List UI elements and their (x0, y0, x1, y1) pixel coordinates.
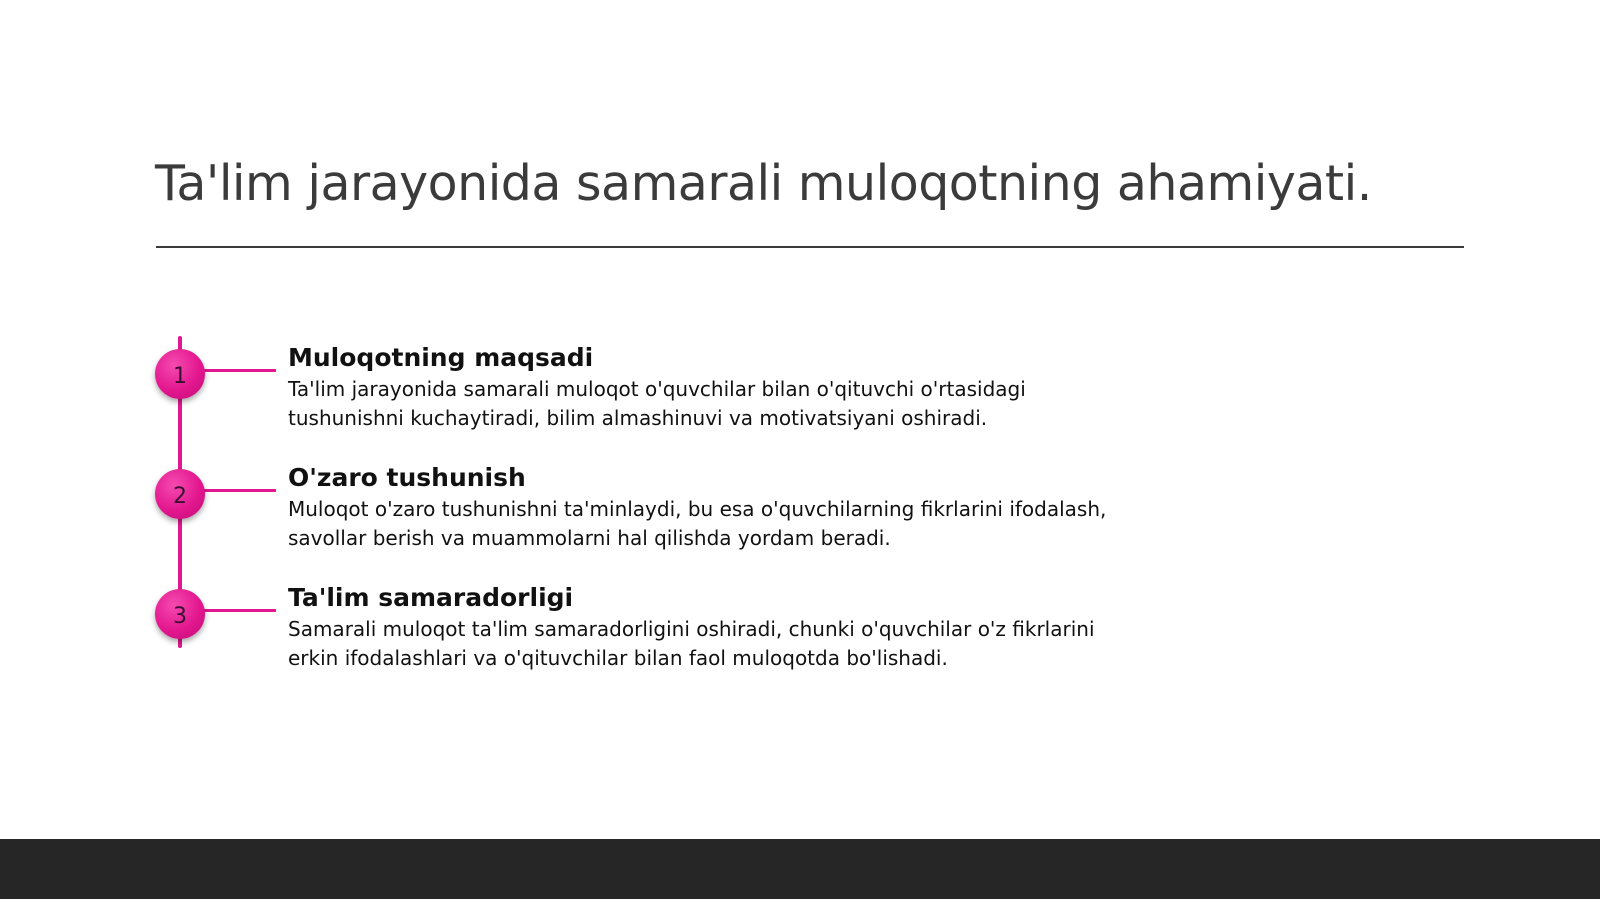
step-2-heading: O'zaro tushunish (288, 463, 526, 492)
step-3-text-block (288, 581, 1108, 672)
step-3-heading: Ta'lim samaradorligi (288, 583, 574, 612)
step-1-description: Ta'lim jarayonida samarali muloqot o'quvchilar bilan o'qituvchi o'rtasidagi tushunishni kuchaytiradi, bilim almashinuvi va motivatsiyani oshiradi. (288, 377, 1026, 430)
step-2-connector (204, 489, 276, 492)
step-3-connector (204, 609, 276, 612)
step-2-description: Muloqot o'zaro tushunishni ta'minlaydi, bu esa o'quvchilarning fikrlarini ifodalash, savollar berish va muammolarni hal qilishda yordam beradi. (288, 497, 1107, 550)
step-3-number-badge: 3 (155, 589, 205, 639)
footer-bar (0, 839, 1600, 899)
step-2-number-badge: 2 (155, 469, 205, 519)
slide-title: Ta'lim jarayonida samarali muloqotning ahamiyati. (155, 155, 1372, 212)
step-1-heading: Muloqotning maqsadi (288, 343, 594, 372)
step-1-connector (204, 369, 276, 372)
step-1-number-badge: 1 (155, 349, 205, 399)
step-1-text-block (288, 341, 1108, 432)
step-2-text-block (288, 461, 1108, 552)
step-3-description: Samarali muloqot ta'lim samaradorligini oshiradi, chunki o'quvchilar o'z fikrlarini erkin ifodalashlari va o'qituvchilar bilan faol muloqotda bo'lishadi. (288, 617, 1095, 670)
title-divider (156, 246, 1464, 248)
